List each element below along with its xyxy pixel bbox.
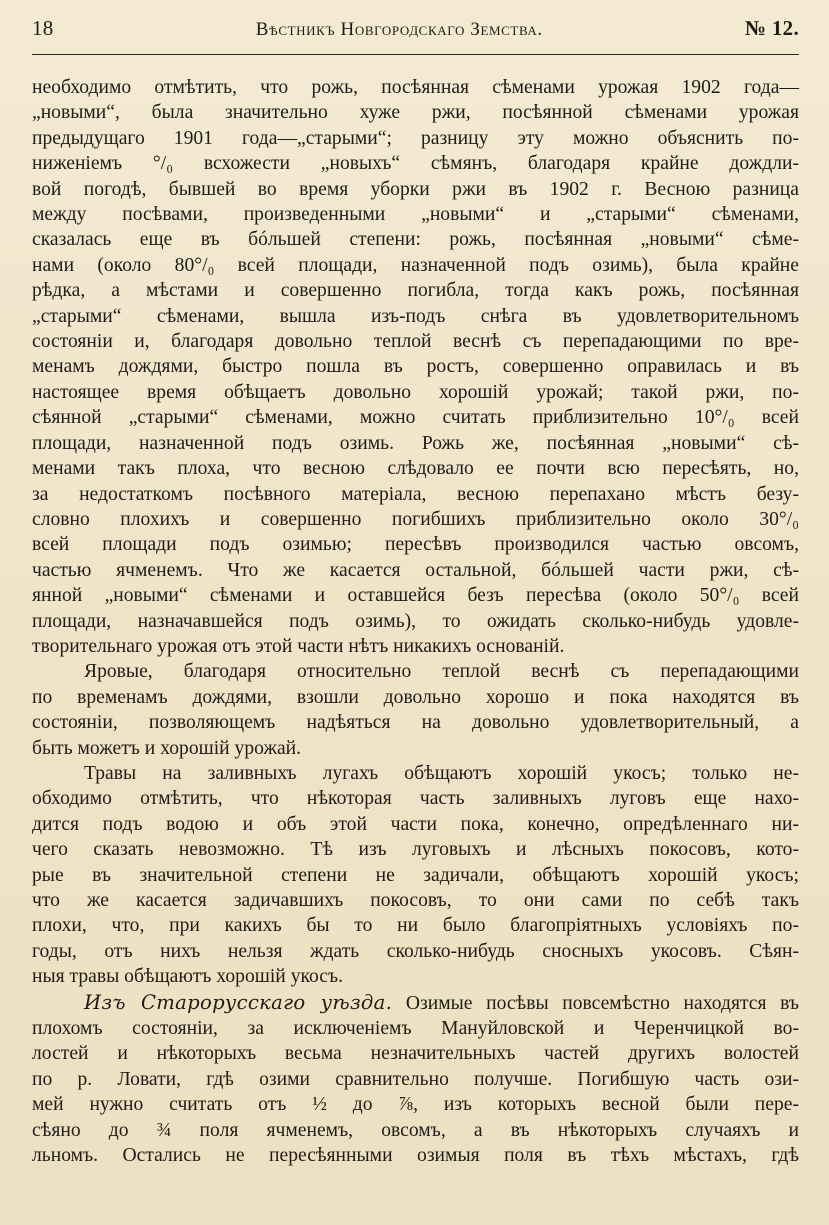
text-line: „новыми“, была значительно хуже ржи, посѣянной сѣменами урожая	[32, 102, 799, 124]
text-line: янной „новыми“ сѣменами и оставшейся безъ пересѣва (около 50°/₀ всей	[32, 585, 799, 607]
text-fragment: Озимые посѣвы повсемѣстно находятся въ	[405, 992, 799, 1014]
text-line: плохи, что, при какихъ бы то ни было благопріятныхъ условіяхъ по-	[32, 915, 799, 937]
paragraph-2	[32, 659, 799, 761]
text-line: чего сказать невозможно. Тѣ изъ луговыхъ и лѣсныхъ покосовъ, кото-	[32, 839, 799, 861]
text-line: ниженіемъ °/₀ всхожести „новыхъ“ сѣмянъ, благодаря крайне дождли-	[32, 153, 799, 175]
text-line: ныя травы обѣщаютъ хорошій укосъ.	[32, 966, 344, 988]
text-line: обходимо отмѣтить, что нѣкоторая часть заливныхъ луговъ еще нахо-	[32, 788, 799, 810]
text-line: по р. Ловати, гдѣ озими сравнительно получше. Погибшую часть ози-	[32, 1068, 799, 1090]
text-line: быть можетъ и хорошій урожай.	[32, 737, 302, 759]
text-line: всей площади подъ озимью; пересѣвъ производился частью овсомъ,	[32, 534, 799, 556]
text-line: льномъ. Остались не пересѣянными озимыя поля въ тѣхъ мѣстахъ, гдѣ	[32, 1145, 799, 1167]
text-line: „старыми“ сѣменами, вышла изъ-подъ снѣга въ удовлетворительномъ	[32, 305, 799, 327]
text-line: сѣяно до ¾ поля ячменемъ, овсомъ, а въ нѣкоторыхъ случаяхъ и	[32, 1119, 799, 1141]
text-line: дится подъ водою и объ этой части пока, конечно, опредѣленнаго ни-	[32, 813, 799, 835]
text-line: по временамъ дождями, взошли довольно хорошо и пока находятся въ	[32, 686, 799, 708]
text-line: предыдущаго 1901 года—„старыми“; разницу эту можно объяснить по-	[32, 127, 799, 149]
text-line: необходимо отмѣтить, что рожь, посѣянная сѣменами урожая 1902 года—	[32, 77, 799, 98]
page-number: 18	[32, 16, 54, 40]
text-line: творительнаго урожая отъ этой части нѣтъ никакихъ основаній.	[32, 635, 565, 657]
header-rule	[32, 54, 799, 55]
text-line: годы, отъ нихъ нельзя ждать сколько-нибудь сносныхъ укосовъ. Сѣян-	[32, 940, 799, 962]
text-line: словно плохихъ и совершенно погибшихъ приблизительно около 30°/₀	[32, 508, 799, 530]
text-line: состояніи, позволяющемъ надѣяться на довольно удовлетворительный, а	[32, 712, 799, 734]
text-line	[32, 990, 799, 1016]
text-line: лостей и нѣкоторыхъ весьма незначительныхъ частей другихъ волостей	[32, 1043, 799, 1065]
journal-title: Вѣстникъ Новгородскаго Земства.	[255, 19, 543, 40]
text-line: сѣянной „старыми“ сѣменами, можно считать приблизительно 10°/₀ всей	[32, 407, 799, 429]
text-line: менамъ дождями, быстро пошла въ ростъ, совершенно оправилась и въ	[32, 356, 799, 378]
text-line: между посѣвами, произведенными „новыми“ и „старыми“ сѣменами,	[32, 204, 799, 226]
text-line: настоящее время обѣщаетъ довольно хорошій урожай; такой ржи, по-	[32, 381, 799, 403]
paragraph-3	[32, 761, 799, 990]
text-line: Травы на заливныхъ лугахъ обѣщаютъ хорошій укосъ; только не-	[84, 762, 799, 784]
paragraph-4	[32, 990, 799, 1169]
district-heading: Изъ Старорусскаго уѣзда.	[84, 990, 393, 1014]
text-line: площади, назначенной подъ озимь. Рожь же, посѣянная „новыми“ сѣ-	[32, 432, 799, 454]
text-line: Яровые, благодаря относительно теплой веснѣ съ перепадающими	[84, 661, 799, 683]
text-line: плохомъ состояніи, за исключеніемъ Мануйловской и Черенчицкой во-	[32, 1018, 799, 1040]
text-line: нами (около 80°/₀ всей площади, назначенной подъ озимь), была крайне	[32, 254, 799, 276]
paragraph-1	[32, 75, 799, 659]
text-line: сказалась еще въ бóльшей степени: рожь, посѣянная „новыми“ сѣме-	[32, 229, 799, 251]
text-line: рые въ значительной степени не задичали, обѣщаютъ хорошій укосъ;	[32, 864, 799, 886]
text-line: мей нужно считать отъ ½ до ⅞, изъ которыхъ весной были пере-	[32, 1094, 799, 1116]
text-line: площади, назначавшейся подъ озимь), то ожидать сколько-нибудь удовле-	[32, 610, 799, 632]
text-line: вой погодѣ, бывшей во время уборки ржи въ 1902 г. Весною разница	[32, 178, 799, 200]
text-line: рѣдка, а мѣстами и совершенно погибла, тогда какъ рожь, посѣянная	[32, 280, 799, 302]
text-line: менами такъ плоха, что весною слѣдовало ее почти всю пересѣять, но,	[32, 458, 799, 480]
text-line: что же касается задичавшихъ покосовъ, то они сами по себѣ такъ	[32, 890, 799, 911]
page-header	[32, 16, 799, 50]
text-line: состояніи и, благодаря довольно теплой веснѣ съ перепадающими по вре-	[32, 331, 799, 353]
text-line: за недостаткомъ посѣвного матеріала, весною перепахано мѣстъ безу-	[32, 483, 799, 505]
text-line: частью ячменемъ. Что же касается остальной, бóльшей части ржи, сѣ-	[32, 559, 799, 581]
issue-number: № 12.	[744, 16, 799, 40]
article-body	[32, 75, 799, 1168]
